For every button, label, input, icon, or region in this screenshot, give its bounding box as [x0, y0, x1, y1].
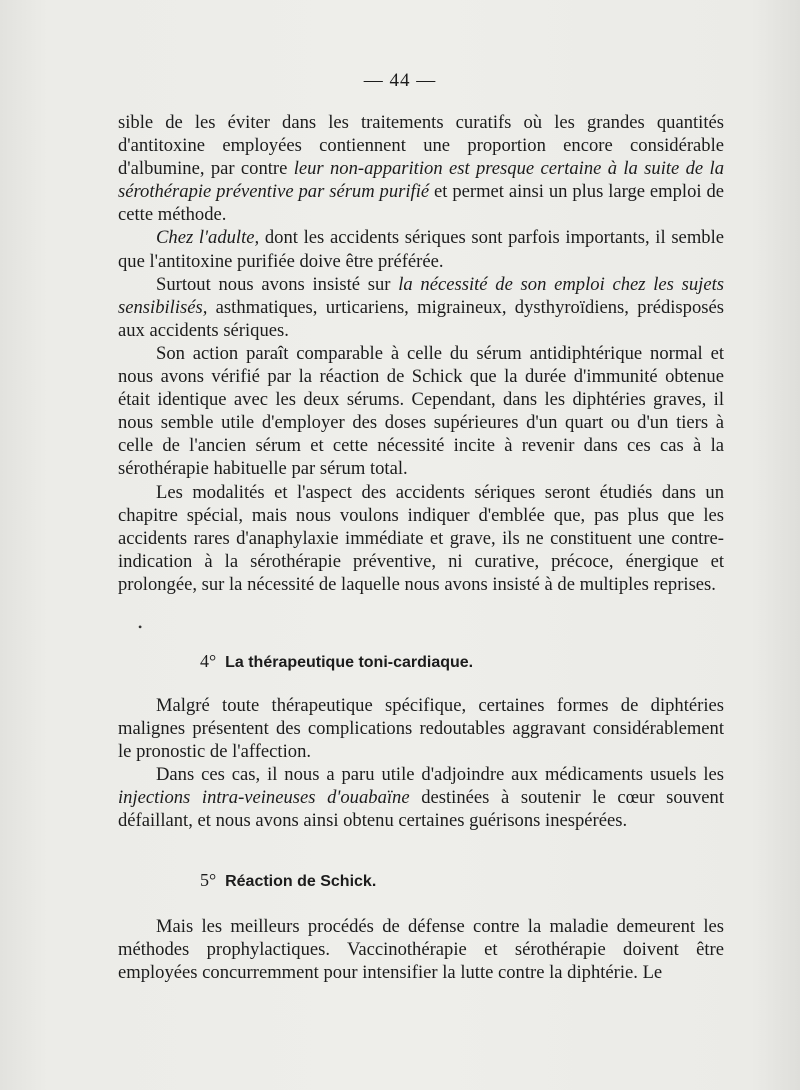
paragraph: Malgré toute thérapeutique spécifique, certaines formes de diphtéries malignes présentent des complications redoutables aggravant considérablement le pronostic de l'affection. [118, 695, 724, 763]
text-run: destinées à soutenir le cœur souvent défaillant, et nous avons ainsi obtenu certaines guérisons inespérées. [118, 787, 724, 832]
section-number: 4° [200, 651, 217, 671]
section-heading-4 [200, 651, 473, 672]
text-run: Surtout nous avons insisté sur [156, 273, 399, 295]
paragraph: Les modalités et l'aspect des accidents sériques seront étudiés dans un chapitre spécial, mais nous voulons indiquer d'emblée que, pas plus que les accidents rares d'anaphylaxie immédiate et grave, ils ne constituent une contre-indication à la sérothérapie préventive, ni curative, précoce, énergique et prolongée, sur la nécessité de laquelle nous avons insisté à de multiples reprises. [118, 481, 724, 595]
paragraph [118, 763, 724, 832]
section-title: Réaction de Schick. [225, 873, 377, 890]
page-number: — 44 — [363, 70, 437, 91]
text-block-cardiac [118, 694, 724, 833]
text-run: asthmatiques, urticariens, migraineux, dysthyroïdiens, prédisposés aux accidents sériques. [118, 296, 724, 341]
section-heading-5 [200, 870, 376, 891]
text-run: dont les accidents sériques sont parfois importants, il semble que l'antitoxine purifiée doive être préférée. [118, 227, 724, 272]
italic-run: la nécessité de son emploi chez les sujets sensibilisés, [118, 273, 725, 318]
text-run: Dans ces cas, il nous a paru utile d'adjoindre aux médicaments usuels les [156, 764, 724, 786]
paragraph [118, 273, 724, 342]
paragraph [118, 111, 724, 226]
paragraph [118, 226, 724, 272]
text-block-schick [118, 915, 724, 984]
text-run: et permet ainsi un plus large emploi de cette méthode. [118, 181, 724, 226]
italic-run: injections intra-veineuses d'ouabaïne [118, 787, 410, 809]
italic-run: leur non-apparition est presque certaine à la suite de la sérothérapie préventive par sérum purifié [118, 158, 724, 203]
text-block-serum [118, 111, 724, 596]
stray-mark: • [138, 620, 143, 634]
paragraph: Son action paraît comparable à celle du sérum antidiphtérique normal et nous avons vérifié par la réaction de Schick que la durée d'immunité obtenue était identique avec les deux sérums. Cependant, dans les diphtéries graves, il nous semble utile d'employer des doses supérieures d'un quart ou d'un tiers à celle de l'ancien sérum et cette nécessité incite à revenir dans ces cas à la sérothérapie habituelle par sérum total. [118, 342, 724, 480]
text-run: sible de les éviter dans les traitements curatifs où les grandes quantités d'antitoxine employées contiennent une proportion encore considérable d'albumine, par contre [118, 112, 724, 180]
section-number: 5° [200, 870, 217, 890]
paragraph: Mais les meilleurs procédés de défense contre la maladie demeurent les méthodes prophylactiques. Vaccinothérapie et sérothérapie doivent être employées concurremment pour intensifier la lutte contre la diphtérie. Le [118, 916, 724, 984]
section-title: La thérapeutique toni-cardiaque. [225, 654, 474, 671]
italic-run: Chez l'adulte, [156, 227, 260, 249]
